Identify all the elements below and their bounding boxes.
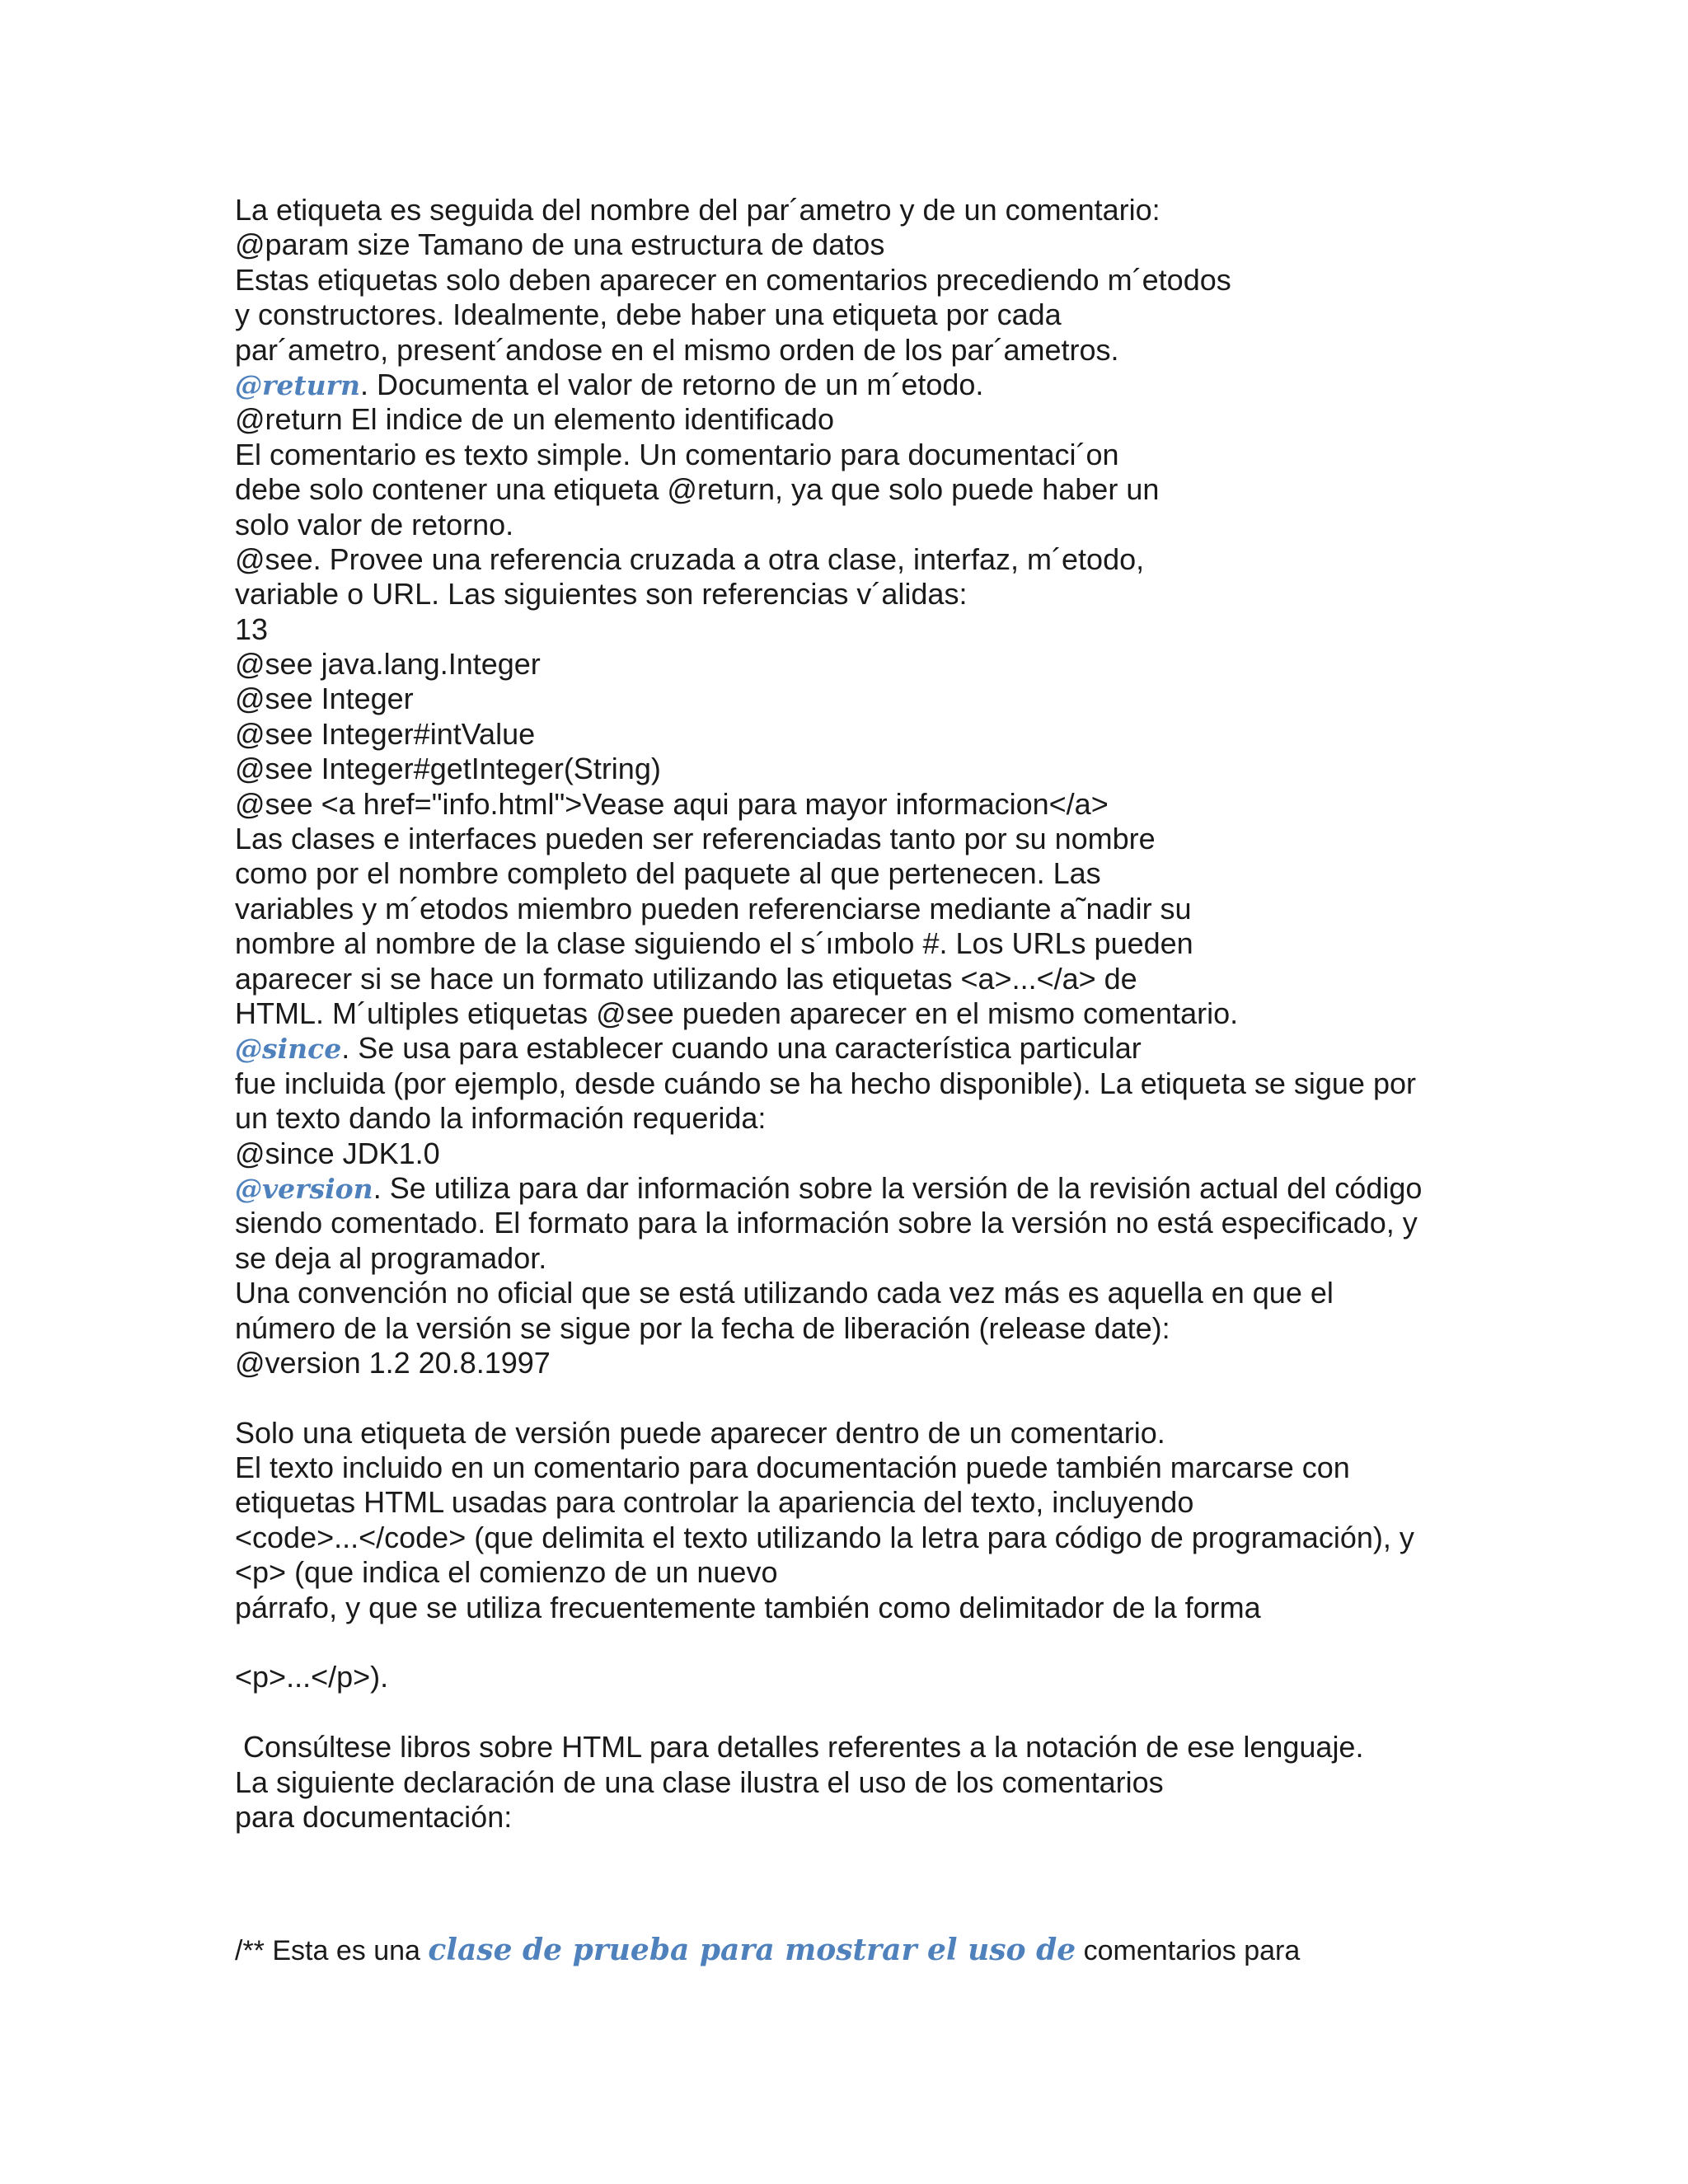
- comment-prefix: /** Esta es una: [235, 1935, 429, 1966]
- version-tag-description: . Se utiliza para dar información sobre la versión de la revisión actual del código: [373, 1170, 1423, 1205]
- return-tag-description: . Documenta el valor de retorno de un m´etodo.: [360, 367, 984, 401]
- code-line: @see java.lang.Integer: [235, 647, 541, 682]
- code-line: @return El indice de un elemento identificado: [235, 402, 834, 437]
- page-number: 13: [235, 612, 269, 646]
- since-tag-label: @since: [235, 1033, 342, 1066]
- code-line: @version 1.2 20.8.1997: [235, 1345, 551, 1380]
- comment-suffix: comentarios para: [1076, 1935, 1301, 1966]
- since-tag-description: . Se usa para establecer cuando una característica particular: [341, 1031, 1142, 1066]
- text-line: solo valor de retorno.: [235, 507, 514, 541]
- text-line: un texto dando la información requerida:: [235, 1101, 767, 1136]
- code-line: @see Integer#intValue: [235, 716, 536, 751]
- text-line: Estas etiquetas solo deben aparecer en comentarios precediendo m´etodos: [235, 262, 1231, 297]
- text-line: debe solo contener una etiqueta @return, ya que solo puede haber un: [235, 472, 1160, 507]
- text-line: El comentario es texto simple. Un comentario para documentaci´on: [235, 437, 1119, 471]
- text-line: <code>...</code> (que delimita el texto utilizando la letra para código de programación), y: [235, 1520, 1414, 1554]
- text-line: variables y m´etodos miembro pueden referenciarse mediante a˜nadir su: [235, 891, 1192, 926]
- text-line: Las clases e interfaces pueden ser referenciadas tanto por su nombre: [235, 822, 1156, 856]
- text-line: siendo comentado. El formato para la información sobre la versión no está especificado, y: [235, 1206, 1418, 1240]
- text-line: Solo una etiqueta de versión puede aparecer dentro de un comentario.: [235, 1415, 1165, 1450]
- text-line: como por el nombre completo del paquete al que pertenecen. Las: [235, 856, 1101, 891]
- see-tag-heading: @see. Provee una referencia cruzada a otra clase, interfaz, m´etodo,: [235, 541, 1145, 576]
- text-line: El texto incluido en un comentario para documentación puede también marcarse con: [235, 1451, 1350, 1485]
- text-line: Consúltese libros sobre HTML para detalles referentes a la notación de ese lenguaje.: [235, 1730, 1364, 1765]
- code-line: @param size Tamano de una estructura de datos: [235, 227, 885, 262]
- comment-highlight: clase de prueba para mostrar el uso de: [428, 1933, 1076, 1967]
- text-line: par´ametro, present´andose en el mismo orden de los par´ametros.: [235, 332, 1119, 367]
- text-line: variable o URL. Las siguientes son referencias v´alidas:: [235, 577, 968, 612]
- code-line: @see <a href="info.html">Vease aqui para mayor informacion</a>: [235, 786, 1109, 821]
- blank-line: [235, 1380, 1471, 1415]
- document-body: [235, 193, 1471, 1835]
- return-tag-label: @return: [235, 368, 360, 401]
- return-tag-heading: [235, 368, 1471, 402]
- text-line: fue incluida (por ejemplo, desde cuándo se ha hecho disponible). La etiqueta se sigue por: [235, 1066, 1416, 1100]
- text-line: nombre al nombre de la clase siguiendo el s´ımbolo #. Los URLs pueden: [235, 926, 1193, 961]
- text-line: <p> (que indica el comienzo de un nuevo: [235, 1555, 778, 1590]
- text-line: y constructores. Idealmente, debe haber una etiqueta por cada: [235, 298, 1062, 332]
- text-line: La siguiente declaración de una clase ilustra el uso de los comentarios: [235, 1765, 1164, 1799]
- text-line: La etiqueta es seguida del nombre del par´ametro y de un comentario:: [235, 193, 1160, 227]
- version-tag-heading: [235, 1171, 1471, 1206]
- blank-line: [235, 1695, 1471, 1730]
- text-line: para documentación:: [235, 1799, 513, 1834]
- code-line: @see Integer#getInteger(String): [235, 752, 661, 786]
- code-line: @since JDK1.0: [235, 1136, 440, 1170]
- text-line: se deja al programador.: [235, 1240, 547, 1275]
- text-line: párrafo, y que se utiliza frecuentemente también como delimitador de la forma: [235, 1590, 1261, 1624]
- blank-line: [235, 1625, 1471, 1660]
- text-line: Una convención no oficial que se está utilizando cada vez más es aquella en que el: [235, 1276, 1334, 1310]
- text-line: HTML. M´ultiples etiquetas @see pueden aparecer en el mismo comentario.: [235, 996, 1239, 1030]
- code-line: @see Integer: [235, 682, 414, 716]
- since-tag-heading: [235, 1031, 1471, 1066]
- text-line: número de la versión se sigue por la fecha de liberación (release date):: [235, 1310, 1170, 1345]
- code-comment-line: [235, 1933, 1300, 1968]
- text-line: etiquetas HTML usadas para controlar la apariencia del texto, incluyendo: [235, 1485, 1194, 1520]
- version-tag-label: @version: [235, 1172, 373, 1205]
- code-line: <p>...</p>).: [235, 1660, 389, 1694]
- text-line: aparecer si se hace un formato utilizando las etiquetas <a>...</a> de: [235, 961, 1137, 996]
